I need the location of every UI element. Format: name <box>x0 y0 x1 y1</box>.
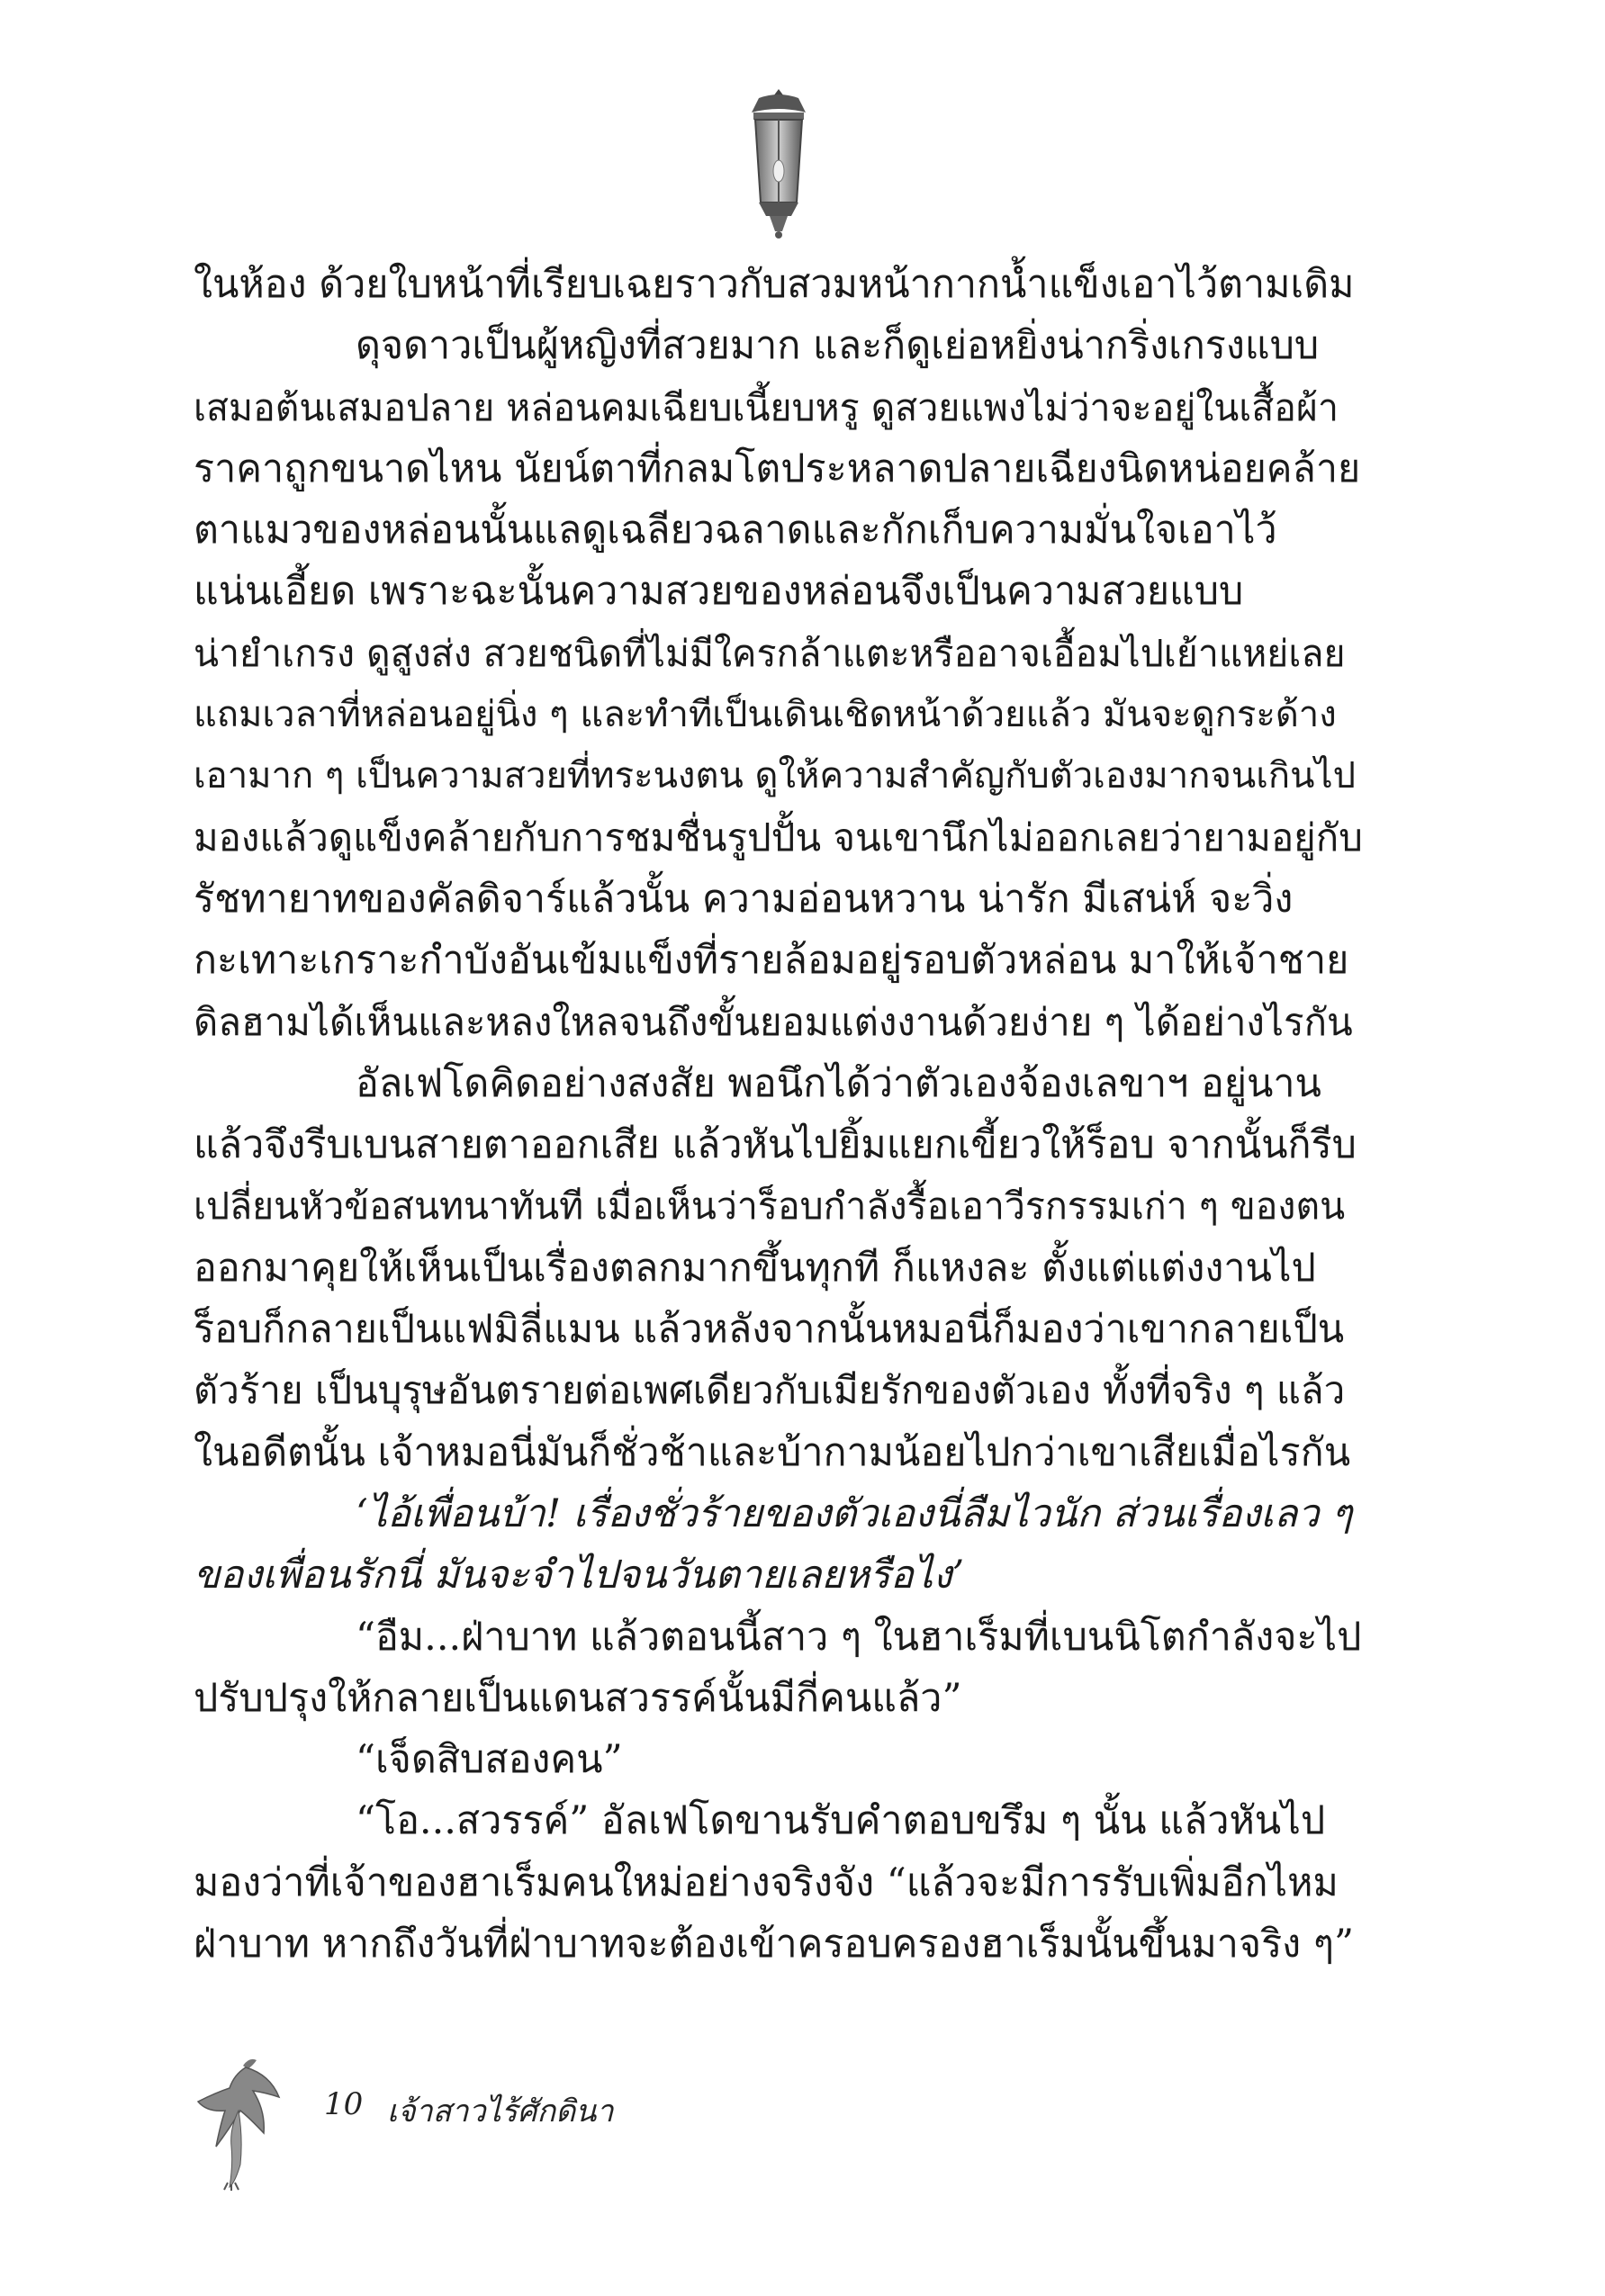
text-line: ฝ่าบาท หากถึงวันที่ฝ่าบาทจะต้องเข้าครอบครองฮาเร็มนั้นขึ้นมาจริง ๆ” <box>194 1922 1354 1967</box>
text-line: ร็อบก็กลายเป็นแฟมิลี่แมน แล้วหลังจากนั้นหมอนี่ก็มองว่าเขากลายเป็น <box>194 1307 1345 1353</box>
text-line: ตาแมวของหล่อนนั้นแลดูเฉลียวฉลาดและกักเก็บความมั่นใจเอาไว้ <box>194 508 1277 554</box>
text-line: แน่นเอี้ยด เพราะฉะนั้นความสวยของหล่อนจึงเป็นความสวยแบบ <box>194 569 1244 615</box>
running-title: เจ้าสาวไร้ศักดินา <box>387 2093 614 2129</box>
text-line: ในอดีตนั้น เจ้าหมอนี่มันก็ชั่วช้าและบ้ากามน้อยไปกว่าเขาเสียเมื่อไรกัน <box>194 1429 1351 1475</box>
text-line: ราคาถูกขนาดไหน นัยน์ตาที่กลมโตประหลาดปลายเฉียงนิดหน่อยคล้าย <box>194 446 1361 491</box>
text-line: เสมอต้นเสมอปลาย หล่อนคมเฉียบเนี้ยบหรู ดูสวยแพงไม่ว่าจะอยู่ในเสื้อผ้า <box>194 385 1339 429</box>
lantern-icon <box>734 86 824 243</box>
text-line: เปลี่ยนหัวข้อสนทนาทันที เมื่อเห็นว่าร็อบกำลังรื้อเอาวีรกรรมเก่า ๆ ของตน <box>194 1184 1346 1229</box>
text-line: มองแล้วดูแข็งคล้ายกับการชมชื่นรูปปั้น จนเขานึกไม่ออกเลยว่ายามอยู่กับ <box>194 815 1363 860</box>
text-line: อัลเฟโดคิดอย่างสงสัย พอนึกได้ว่าตัวเองจ้องเลขาฯ อยู่นาน <box>356 1060 1321 1106</box>
text-line: ในห้อง ด้วยใบหน้าที่เรียบเฉยราวกับสวมหน้ากากน้ำแข็งเอาไว้ตามเดิม <box>194 262 1355 307</box>
text-line: น่ายำเกรง ดูสูงส่ง สวยชนิดที่ไม่มีใครกล้าแตะหรืออาจเอื้อมไปเย้าแหย่เลย <box>194 631 1346 675</box>
text-line: ของเพื่อนรักนี่ มันจะจำไปจนวันตายเลยหรือไง’ <box>194 1553 965 1598</box>
text-line: รัชทายาทของคัลดิจาร์แล้วนั้น ความอ่อนหวาน น่ารัก มีเสน่ห์ จะวิ่ง <box>194 876 1294 922</box>
text-line: มองว่าที่เจ้าของฮาเร็มคนใหม่อย่างจริงจัง “แล้วจะมีการรับเพิ่มอีกไหม <box>194 1859 1339 1905</box>
text-line: “อืม...ฝ่าบาท แล้วตอนนี้สาว ๆ ในฮาเร็มที่เบนนิโตกำลังจะไป <box>356 1614 1362 1660</box>
eagle-icon <box>194 2048 284 2192</box>
text-line: กะเทาะเกราะกำบังอันเข้มแข็งที่รายล้อมอยู่รอบตัวหล่อน มาให้เจ้าชาย <box>194 938 1349 984</box>
text-line: ‘ไอ้เพื่อนบ้า! เรื่องชั่วร้ายของตัวเองนี่ลืมไวนัก ส่วนเรื่องเลว ๆ <box>356 1490 1353 1536</box>
text-line: ดุจดาวเป็นผู้หญิงที่สวยมาก และก็ดูเย่อหยิ่งน่ากริ่งเกรงแบบ <box>356 323 1320 369</box>
text-line: แล้วจึงรีบเบนสายตาออกเสีย แล้วหันไปยิ้มแยกเขี้ยวให้ร็อบ จากนั้นก็รีบ <box>194 1122 1357 1168</box>
text-line: ออกมาคุยให้เห็นเป็นเรื่องตลกมากขึ้นทุกที ก็แหงละ ตั้งแต่แต่งงานไป <box>194 1245 1316 1291</box>
page-number: 10 <box>324 2086 364 2122</box>
body-text <box>194 254 1364 1975</box>
text-line: ดิลฮามได้เห็นและหลงใหลจนถึงขั้นยอมแต่งงานด้วยง่าย ๆ ได้อย่างไรกัน <box>194 999 1353 1044</box>
text-line: ปรับปรุงให้กลายเป็นแดนสวรรค์นั้นมีกี่คนแล้ว” <box>194 1675 962 1721</box>
text-line: “เจ็ดสิบสองคน” <box>356 1737 623 1783</box>
text-line: ตัวร้าย เป็นบุรุษอันตรายต่อเพศเดียวกับเมียรักของตัวเอง ทั้งที่จริง ๆ แล้ว <box>194 1368 1346 1413</box>
text-line: แถมเวลาที่หล่อนอยู่นิ่ง ๆ และทำทีเป็นเดินเชิดหน้าด้วยแล้ว มันจะดูกระด้าง <box>194 694 1337 736</box>
text-line: “โอ...สวรรค์” อัลเฟโดขานรับคำตอบขรึม ๆ นั้น แล้วหันไป <box>356 1798 1326 1844</box>
text-line: เอามาก ๆ เป็นความสวยที่ทระนงตน ดูให้ความสำคัญกับตัวเองมากจนเกินไป <box>194 755 1356 797</box>
